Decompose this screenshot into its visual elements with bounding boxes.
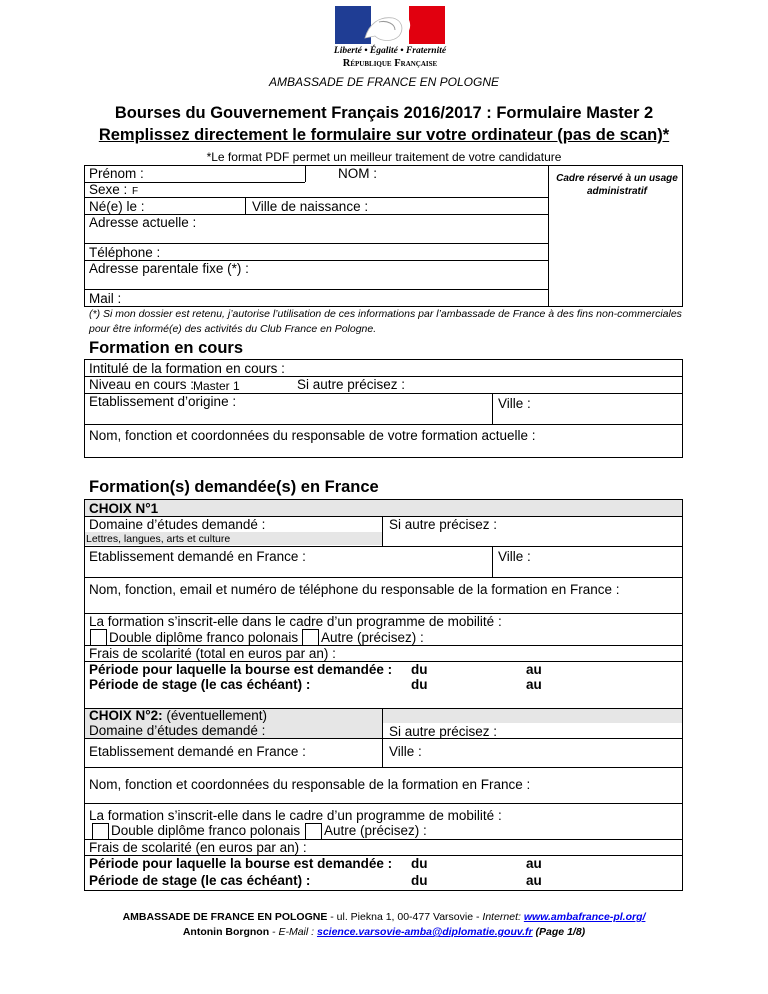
choix2-periode-stage-au: au [526,873,542,888]
choix2-mobilite-label: La formation s’inscrit-elle dans le cadre d’un programme de mobilité : [89,808,502,823]
choix1-ville-label: Ville : [498,549,531,564]
choix2-periode-bourse-label: Période pour laquelle la bourse est demandée : [89,856,393,871]
footer-email-link[interactable]: science.varsovie-amba@diplomatie.gouv.fr [316,926,533,938]
footer-contact: Antonin Borgnon [182,926,270,938]
sexe-field[interactable]: F [132,186,139,197]
adresse-parentale-label: Adresse parentale fixe (*) : [89,261,249,276]
page-subtitle: Remplissez directement le formulaire sur votre ordinateur (pas de scan)* [98,126,670,144]
footer-email-label: - E-Mail : [269,926,317,938]
choix1-autre-checkbox[interactable] [302,629,319,646]
footer-website-link[interactable]: www.ambafrance-pl.org/ [523,911,646,923]
footer-address: - ul. Piekna 1, 00-477 Varsovie - [327,911,483,923]
choix1-periode-stage-du: du [411,677,428,692]
choix1-periode-bourse-label: Période pour laquelle la bourse est demandée : [89,662,393,677]
footer-line2 [0,926,768,938]
choix1-periode-bourse-au: au [526,662,542,677]
choix1-double-diplome-label: Double diplôme franco polonais [109,630,299,645]
page-title: Bourses du Gouvernement Français 2016/2017 : Formulaire Master 2 [114,104,654,122]
choix2-etablissement-label: Etablissement demandé en France : [89,744,306,759]
niveau-field[interactable]: Master 1 [193,379,240,393]
choix2-frais-label: Frais de scolarité (en euros par an) : [89,840,307,855]
footer-internet-label: Internet: [482,911,524,923]
choix1-domaine-field[interactable]: Lettres, langues, arts et culture [86,533,231,545]
choix2-title [89,708,267,723]
choix1-double-diplome-checkbox[interactable] [90,629,107,646]
choix2-ville-label: Ville : [389,744,422,759]
choix2-periode-stage-label: Période de stage (le cas échéant) : [89,873,311,888]
choix1-title: CHOIX N°1 [89,501,159,516]
choix1-si-autre-label: Si autre précisez : [389,517,498,532]
choix2-autre-label: Autre (précisez) : [324,823,427,838]
sexe-label: Sexe : [89,182,128,197]
choix2-periode-bourse-au: au [526,856,542,871]
choix2-periode-bourse-du: du [411,856,428,871]
choix1-autre-label: Autre (précisez) : [321,630,424,645]
republic-name: République Française [342,58,438,69]
choix2-title-suffix: (éventuellement) [162,708,267,723]
intitule-label: Intitulé de la formation en cours : [89,361,285,376]
footer-embassy: AMBASSADE DE FRANCE EN POLOGNE [122,911,328,923]
choix1-domaine-label: Domaine d’études demandé : [89,517,266,532]
nom-label: NOM : [338,166,377,181]
niveau-label: Niveau en cours : [89,377,195,392]
prenom-label: Prénom : [89,166,144,181]
republique-logo [335,6,445,44]
choix1-mobilite-label: La formation s’inscrit-elle dans le cadre d’un programme de mobilité : [89,614,502,629]
choix2-si-autre-label: Si autre précisez : [389,724,498,739]
embassy-header: AMBASSADE DE FRANCE EN POLOGNE [268,75,500,89]
motto: Liberté • Égalité • Fraternité [333,46,447,56]
choix2-title-main: CHOIX N°2: [89,708,163,723]
choix2-responsable-label: Nom, fonction et coordonnées du responsable de la formation en France : [89,777,531,792]
si-autre-label: Si autre précisez : [297,377,406,392]
telephone-label: Téléphone : [89,245,161,260]
choix1-periode-stage-au: au [526,677,542,692]
choix1-responsable-label: Nom, fonction, email et numéro de téléphone du responsable de la formation en France : [89,582,620,597]
ville-naissance-label: Ville de naissance : [252,199,369,214]
formation-demandee-heading: Formation(s) demandée(s) en France [89,478,379,496]
admin-box: Cadre réservé à un usage administratif [556,173,678,197]
pdf-note: *Le format PDF permet un meilleur traitement de votre candidature [206,150,562,164]
choix2-double-diplome-label: Double diplôme franco polonais [111,823,301,838]
adresse-actuelle-label: Adresse actuelle : [89,215,197,230]
footer-page: (Page 1/8) [532,926,586,938]
choix1-etablissement-label: Etablissement demandé en France : [89,549,306,564]
ville-label: Ville : [498,396,531,411]
choix2-double-diplome-checkbox[interactable] [92,823,109,840]
choix2-domaine-label: Domaine d’études demandé : [89,723,266,738]
etablissement-origine-label: Etablissement d’origine : [89,394,237,409]
choix1-periode-stage-label: Période de stage (le cas échéant) : [89,677,311,692]
choix2-autre-checkbox[interactable] [305,823,322,840]
ne-le-label: Né(e) le : [89,199,145,214]
choix1-frais-label: Frais de scolarité (total en euros par an) : [89,646,336,661]
choix1-periode-bourse-du: du [411,662,428,677]
footer-line1 [0,911,768,923]
formation-cours-heading: Formation en cours [89,339,244,357]
choix2-periode-stage-du: du [411,873,428,888]
responsable-actuel-label: Nom, fonction et coordonnées du responsable de votre formation actuelle : [89,428,536,443]
mail-label: Mail : [89,291,122,306]
consent-note: (*) Si mon dossier est retenu, j’autorise l’utilisation de ces informations par l’ambassade de France à des fins non-commerciales pour être informé(e) des activités du Club France en Pologne. [89,308,682,335]
